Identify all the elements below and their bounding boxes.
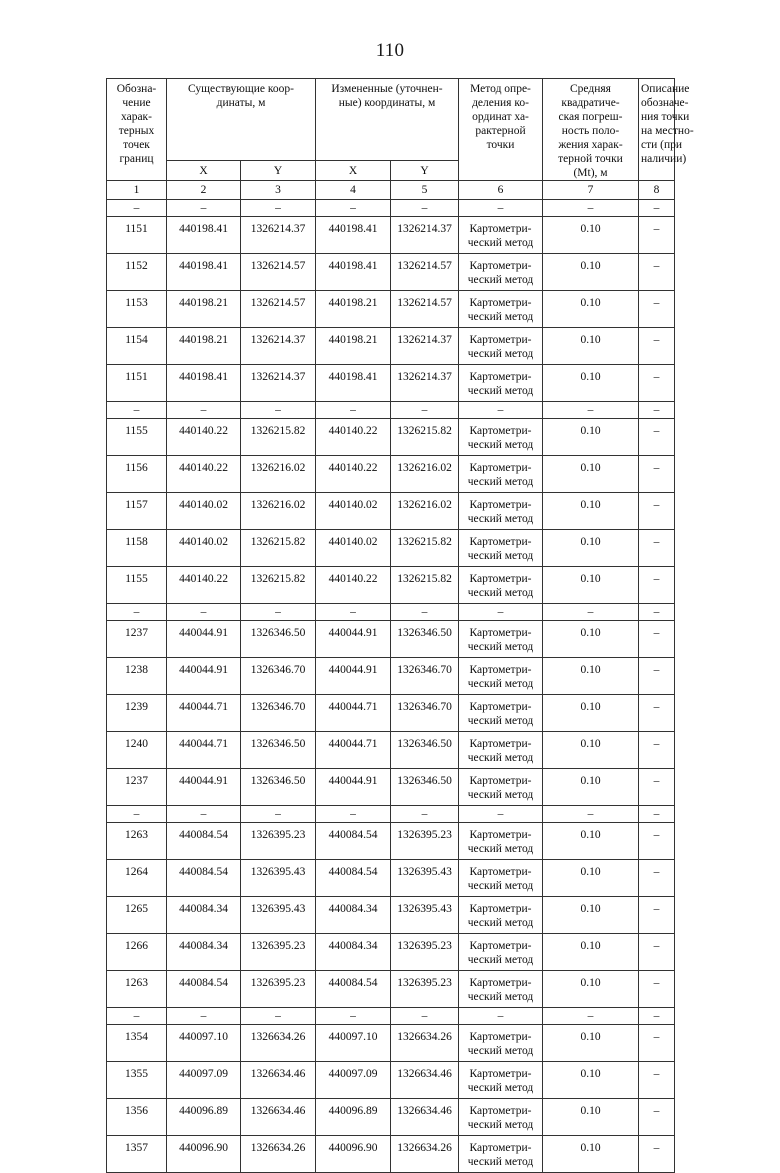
separator-dash: – xyxy=(241,806,316,823)
table-separator-row xyxy=(107,604,675,621)
table-row xyxy=(107,658,675,695)
separator-dash: – xyxy=(167,402,241,419)
separator-dash: – xyxy=(316,806,391,823)
separator-dash: – xyxy=(391,806,459,823)
point-designation: 1356 xyxy=(107,1099,167,1136)
mean-square-error: 0.10 xyxy=(543,567,639,604)
changed-y: 1326214.57 xyxy=(391,291,459,328)
determination-method: Картометри- ческий метод xyxy=(459,1025,543,1062)
table-row xyxy=(107,732,675,769)
determination-method: Картометри- ческий метод xyxy=(459,365,543,402)
existing-y: 1326395.23 xyxy=(241,823,316,860)
changed-y: 1326395.23 xyxy=(391,934,459,971)
determination-method: Картометри- ческий метод xyxy=(459,328,543,365)
existing-y: 1326215.82 xyxy=(241,419,316,456)
separator-dash: – xyxy=(639,200,675,217)
changed-x: 440084.34 xyxy=(316,897,391,934)
point-description: – xyxy=(639,658,675,695)
separator-dash: – xyxy=(167,806,241,823)
changed-x: 440044.91 xyxy=(316,621,391,658)
changed-x: 440198.41 xyxy=(316,365,391,402)
changed-x: 440084.54 xyxy=(316,860,391,897)
existing-x: 440198.41 xyxy=(167,254,241,291)
determination-method: Картометри- ческий метод xyxy=(459,254,543,291)
point-designation: 1263 xyxy=(107,971,167,1008)
point-designation: 1239 xyxy=(107,695,167,732)
changed-y: 1326634.26 xyxy=(391,1025,459,1062)
table-body xyxy=(107,200,675,1173)
changed-x: 440096.90 xyxy=(316,1136,391,1173)
table-row xyxy=(107,1099,675,1136)
mean-square-error: 0.10 xyxy=(543,1099,639,1136)
table-separator-row xyxy=(107,806,675,823)
changed-x: 440198.21 xyxy=(316,328,391,365)
table-row xyxy=(107,860,675,897)
changed-x: 440044.71 xyxy=(316,695,391,732)
point-designation: 1158 xyxy=(107,530,167,567)
point-description: – xyxy=(639,456,675,493)
existing-x: 440140.22 xyxy=(167,567,241,604)
separator-dash: – xyxy=(543,1008,639,1025)
changed-x: 440198.41 xyxy=(316,254,391,291)
table-separator-row xyxy=(107,200,675,217)
table-row xyxy=(107,254,675,291)
point-designation: 1355 xyxy=(107,1062,167,1099)
existing-y: 1326214.57 xyxy=(241,254,316,291)
table-row xyxy=(107,971,675,1008)
changed-x: 440044.91 xyxy=(316,769,391,806)
separator-dash: – xyxy=(391,1008,459,1025)
column-number: 8 xyxy=(639,181,675,200)
determination-method: Картометри- ческий метод xyxy=(459,1099,543,1136)
separator-dash: – xyxy=(167,604,241,621)
changed-x: 440140.22 xyxy=(316,419,391,456)
existing-x: 440044.91 xyxy=(167,658,241,695)
table-row xyxy=(107,934,675,971)
mean-square-error: 0.10 xyxy=(543,860,639,897)
header-changed-y: Y xyxy=(391,161,459,181)
existing-y: 1326346.70 xyxy=(241,658,316,695)
changed-x: 440097.09 xyxy=(316,1062,391,1099)
existing-x: 440044.71 xyxy=(167,695,241,732)
mean-square-error: 0.10 xyxy=(543,769,639,806)
changed-x: 440097.10 xyxy=(316,1025,391,1062)
determination-method: Картометри- ческий метод xyxy=(459,621,543,658)
mean-square-error: 0.10 xyxy=(543,328,639,365)
separator-dash: – xyxy=(543,200,639,217)
separator-dash: – xyxy=(391,402,459,419)
changed-y: 1326346.50 xyxy=(391,769,459,806)
existing-x: 440097.10 xyxy=(167,1025,241,1062)
point-description: – xyxy=(639,291,675,328)
table-row xyxy=(107,456,675,493)
separator-dash: – xyxy=(639,806,675,823)
point-description: – xyxy=(639,419,675,456)
point-designation: 1354 xyxy=(107,1025,167,1062)
determination-method: Картометри- ческий метод xyxy=(459,530,543,567)
separator-dash: – xyxy=(241,200,316,217)
existing-x: 440198.41 xyxy=(167,217,241,254)
mean-square-error: 0.10 xyxy=(543,732,639,769)
point-designation: 1237 xyxy=(107,621,167,658)
mean-square-error: 0.10 xyxy=(543,217,639,254)
changed-y: 1326634.46 xyxy=(391,1062,459,1099)
column-number: 2 xyxy=(167,181,241,200)
existing-x: 440140.22 xyxy=(167,419,241,456)
determination-method: Картометри- ческий метод xyxy=(459,291,543,328)
determination-method: Картометри- ческий метод xyxy=(459,732,543,769)
changed-y: 1326214.37 xyxy=(391,365,459,402)
mean-square-error: 0.10 xyxy=(543,291,639,328)
existing-y: 1326395.23 xyxy=(241,934,316,971)
separator-dash: – xyxy=(241,1008,316,1025)
point-designation: 1151 xyxy=(107,217,167,254)
changed-x: 440044.91 xyxy=(316,658,391,695)
changed-x: 440044.71 xyxy=(316,732,391,769)
changed-x: 440084.34 xyxy=(316,934,391,971)
column-number: 1 xyxy=(107,181,167,200)
header-point-designation: Обозна- чение харак- терных точек границ xyxy=(107,79,167,181)
point-designation: 1154 xyxy=(107,328,167,365)
existing-y: 1326346.70 xyxy=(241,695,316,732)
table-row xyxy=(107,621,675,658)
coordinates-table-container xyxy=(106,78,694,1173)
determination-method: Картометри- ческий метод xyxy=(459,769,543,806)
header-changed-coordinates: Измененные (уточнен- ные) координаты, м xyxy=(316,79,459,161)
table-row xyxy=(107,217,675,254)
header-existing-y: Y xyxy=(241,161,316,181)
table-row xyxy=(107,493,675,530)
column-number: 3 xyxy=(241,181,316,200)
point-description: – xyxy=(639,1062,675,1099)
point-description: – xyxy=(639,897,675,934)
separator-dash: – xyxy=(543,806,639,823)
determination-method: Картометри- ческий метод xyxy=(459,217,543,254)
point-designation: 1153 xyxy=(107,291,167,328)
separator-dash: – xyxy=(316,1008,391,1025)
separator-dash: – xyxy=(167,1008,241,1025)
table-row xyxy=(107,328,675,365)
mean-square-error: 0.10 xyxy=(543,1025,639,1062)
existing-y: 1326214.57 xyxy=(241,291,316,328)
existing-y: 1326634.26 xyxy=(241,1136,316,1173)
existing-y: 1326395.43 xyxy=(241,897,316,934)
mean-square-error: 0.10 xyxy=(543,823,639,860)
determination-method: Картометри- ческий метод xyxy=(459,419,543,456)
changed-y: 1326346.50 xyxy=(391,621,459,658)
determination-method: Картометри- ческий метод xyxy=(459,456,543,493)
changed-y: 1326634.26 xyxy=(391,1136,459,1173)
existing-y: 1326634.46 xyxy=(241,1062,316,1099)
changed-y: 1326216.02 xyxy=(391,493,459,530)
determination-method: Картометри- ческий метод xyxy=(459,860,543,897)
table-row xyxy=(107,1062,675,1099)
mean-square-error: 0.10 xyxy=(543,1062,639,1099)
mean-square-error: 0.10 xyxy=(543,456,639,493)
separator-dash: – xyxy=(316,402,391,419)
existing-y: 1326346.50 xyxy=(241,732,316,769)
existing-x: 440084.54 xyxy=(167,971,241,1008)
column-number: 4 xyxy=(316,181,391,200)
table-row xyxy=(107,769,675,806)
mean-square-error: 0.10 xyxy=(543,419,639,456)
point-description: – xyxy=(639,732,675,769)
mean-square-error: 0.10 xyxy=(543,493,639,530)
mean-square-error: 0.10 xyxy=(543,695,639,732)
separator-dash: – xyxy=(107,200,167,217)
table-row xyxy=(107,897,675,934)
point-description: – xyxy=(639,530,675,567)
existing-y: 1326214.37 xyxy=(241,217,316,254)
changed-x: 440140.22 xyxy=(316,456,391,493)
determination-method: Картометри- ческий метод xyxy=(459,1062,543,1099)
point-description: – xyxy=(639,254,675,291)
column-number: 7 xyxy=(543,181,639,200)
point-description: – xyxy=(639,217,675,254)
table-row xyxy=(107,567,675,604)
changed-x: 440198.41 xyxy=(316,217,391,254)
existing-x: 440198.21 xyxy=(167,291,241,328)
point-designation: 1155 xyxy=(107,419,167,456)
point-description: – xyxy=(639,1136,675,1173)
existing-y: 1326214.37 xyxy=(241,365,316,402)
point-designation: 1156 xyxy=(107,456,167,493)
table-header xyxy=(107,79,694,200)
changed-x: 440084.54 xyxy=(316,823,391,860)
existing-x: 440096.90 xyxy=(167,1136,241,1173)
coordinates-table xyxy=(106,78,694,1173)
point-description: – xyxy=(639,365,675,402)
existing-y: 1326346.50 xyxy=(241,769,316,806)
mean-square-error: 0.10 xyxy=(543,621,639,658)
header-existing-coordinates: Существующие коор- динаты, м xyxy=(167,79,316,161)
existing-y: 1326215.82 xyxy=(241,567,316,604)
determination-method: Картометри- ческий метод xyxy=(459,897,543,934)
point-description: – xyxy=(639,493,675,530)
point-description: – xyxy=(639,971,675,1008)
determination-method: Картометри- ческий метод xyxy=(459,1136,543,1173)
changed-x: 440096.89 xyxy=(316,1099,391,1136)
existing-x: 440097.09 xyxy=(167,1062,241,1099)
changed-y: 1326346.70 xyxy=(391,658,459,695)
table-separator-row xyxy=(107,402,675,419)
table-row xyxy=(107,1136,675,1173)
header-row-titles xyxy=(107,79,675,161)
determination-method: Картометри- ческий метод xyxy=(459,695,543,732)
separator-dash: – xyxy=(391,200,459,217)
separator-dash: – xyxy=(107,1008,167,1025)
point-designation: 1238 xyxy=(107,658,167,695)
header-row-column-numbers xyxy=(107,181,675,200)
existing-y: 1326634.26 xyxy=(241,1025,316,1062)
determination-method: Картометри- ческий метод xyxy=(459,493,543,530)
separator-dash: – xyxy=(639,402,675,419)
changed-x: 440140.02 xyxy=(316,530,391,567)
changed-y: 1326395.43 xyxy=(391,860,459,897)
page-number: 110 xyxy=(375,40,405,61)
existing-x: 440096.89 xyxy=(167,1099,241,1136)
separator-dash: – xyxy=(241,604,316,621)
separator-dash: – xyxy=(107,604,167,621)
separator-dash: – xyxy=(639,604,675,621)
point-designation: 1155 xyxy=(107,567,167,604)
mean-square-error: 0.10 xyxy=(543,971,639,1008)
point-description: – xyxy=(639,934,675,971)
changed-y: 1326214.37 xyxy=(391,217,459,254)
point-designation: 1240 xyxy=(107,732,167,769)
existing-x: 440198.41 xyxy=(167,365,241,402)
separator-dash: – xyxy=(543,604,639,621)
changed-y: 1326214.57 xyxy=(391,254,459,291)
separator-dash: – xyxy=(459,1008,543,1025)
changed-y: 1326215.82 xyxy=(391,530,459,567)
determination-method: Картометри- ческий метод xyxy=(459,658,543,695)
separator-dash: – xyxy=(107,806,167,823)
existing-y: 1326214.37 xyxy=(241,328,316,365)
existing-x: 440140.02 xyxy=(167,530,241,567)
existing-y: 1326216.02 xyxy=(241,456,316,493)
changed-x: 440084.54 xyxy=(316,971,391,1008)
separator-dash: – xyxy=(543,402,639,419)
existing-y: 1326346.50 xyxy=(241,621,316,658)
point-designation: 1157 xyxy=(107,493,167,530)
existing-x: 440084.34 xyxy=(167,934,241,971)
point-description: – xyxy=(639,621,675,658)
point-designation: 1151 xyxy=(107,365,167,402)
separator-dash: – xyxy=(391,604,459,621)
changed-x: 440140.22 xyxy=(316,567,391,604)
point-designation: 1237 xyxy=(107,769,167,806)
point-designation: 1263 xyxy=(107,823,167,860)
existing-x: 440198.21 xyxy=(167,328,241,365)
point-description: – xyxy=(639,567,675,604)
column-number: 5 xyxy=(391,181,459,200)
separator-dash: – xyxy=(459,402,543,419)
existing-x: 440084.54 xyxy=(167,823,241,860)
table-row xyxy=(107,530,675,567)
mean-square-error: 0.10 xyxy=(543,365,639,402)
existing-y: 1326395.43 xyxy=(241,860,316,897)
point-description: – xyxy=(639,328,675,365)
changed-y: 1326634.46 xyxy=(391,1099,459,1136)
point-description: – xyxy=(639,1099,675,1136)
column-number: 6 xyxy=(459,181,543,200)
separator-dash: – xyxy=(459,806,543,823)
table-row xyxy=(107,365,675,402)
existing-x: 440044.91 xyxy=(167,769,241,806)
existing-x: 440084.34 xyxy=(167,897,241,934)
existing-y: 1326634.46 xyxy=(241,1099,316,1136)
determination-method: Картометри- ческий метод xyxy=(459,971,543,1008)
existing-y: 1326216.02 xyxy=(241,493,316,530)
existing-x: 440044.91 xyxy=(167,621,241,658)
existing-x: 440044.71 xyxy=(167,732,241,769)
header-determination-method: Метод опре- деления ко- ординат ха- рактерной точки xyxy=(459,79,543,181)
separator-dash: – xyxy=(639,1008,675,1025)
separator-dash: – xyxy=(459,604,543,621)
existing-y: 1326215.82 xyxy=(241,530,316,567)
changed-y: 1326395.23 xyxy=(391,823,459,860)
header-changed-x: X xyxy=(316,161,391,181)
point-description: – xyxy=(639,860,675,897)
table-row xyxy=(107,695,675,732)
separator-dash: – xyxy=(316,200,391,217)
existing-x: 440084.54 xyxy=(167,860,241,897)
point-designation: 1266 xyxy=(107,934,167,971)
point-designation: 1152 xyxy=(107,254,167,291)
table-separator-row xyxy=(107,1008,675,1025)
changed-x: 440140.02 xyxy=(316,493,391,530)
changed-y: 1326346.70 xyxy=(391,695,459,732)
mean-square-error: 0.10 xyxy=(543,530,639,567)
header-description: Описание обозначе- ния точки на местно- сти (при наличии) xyxy=(639,79,675,181)
mean-square-error: 0.10 xyxy=(543,897,639,934)
table-row xyxy=(107,291,675,328)
point-description: – xyxy=(639,1025,675,1062)
mean-square-error: 0.10 xyxy=(543,658,639,695)
changed-y: 1326395.23 xyxy=(391,971,459,1008)
table-row xyxy=(107,1025,675,1062)
point-description: – xyxy=(639,769,675,806)
point-designation: 1264 xyxy=(107,860,167,897)
mean-square-error: 0.10 xyxy=(543,254,639,291)
changed-y: 1326346.50 xyxy=(391,732,459,769)
point-designation: 1265 xyxy=(107,897,167,934)
determination-method: Картометри- ческий метод xyxy=(459,567,543,604)
changed-y: 1326214.37 xyxy=(391,328,459,365)
table-row xyxy=(107,419,675,456)
changed-y: 1326395.43 xyxy=(391,897,459,934)
table-row xyxy=(107,823,675,860)
point-designation: 1357 xyxy=(107,1136,167,1173)
mean-square-error: 0.10 xyxy=(543,934,639,971)
mean-square-error: 0.10 xyxy=(543,1136,639,1173)
separator-dash: – xyxy=(459,200,543,217)
separator-dash: – xyxy=(241,402,316,419)
header-mean-square-error: Средняя квадратиче- ская погреш- ность поло- жения харак- терной точки (Mt), м xyxy=(543,79,639,181)
separator-dash: – xyxy=(316,604,391,621)
existing-x: 440140.22 xyxy=(167,456,241,493)
existing-x: 440140.02 xyxy=(167,493,241,530)
changed-x: 440198.21 xyxy=(316,291,391,328)
existing-y: 1326395.23 xyxy=(241,971,316,1008)
determination-method: Картометри- ческий метод xyxy=(459,934,543,971)
point-description: – xyxy=(639,823,675,860)
header-existing-x: X xyxy=(167,161,241,181)
changed-y: 1326216.02 xyxy=(391,456,459,493)
separator-dash: – xyxy=(167,200,241,217)
determination-method: Картометри- ческий метод xyxy=(459,823,543,860)
point-description: – xyxy=(639,695,675,732)
changed-y: 1326215.82 xyxy=(391,567,459,604)
changed-y: 1326215.82 xyxy=(391,419,459,456)
separator-dash: – xyxy=(107,402,167,419)
